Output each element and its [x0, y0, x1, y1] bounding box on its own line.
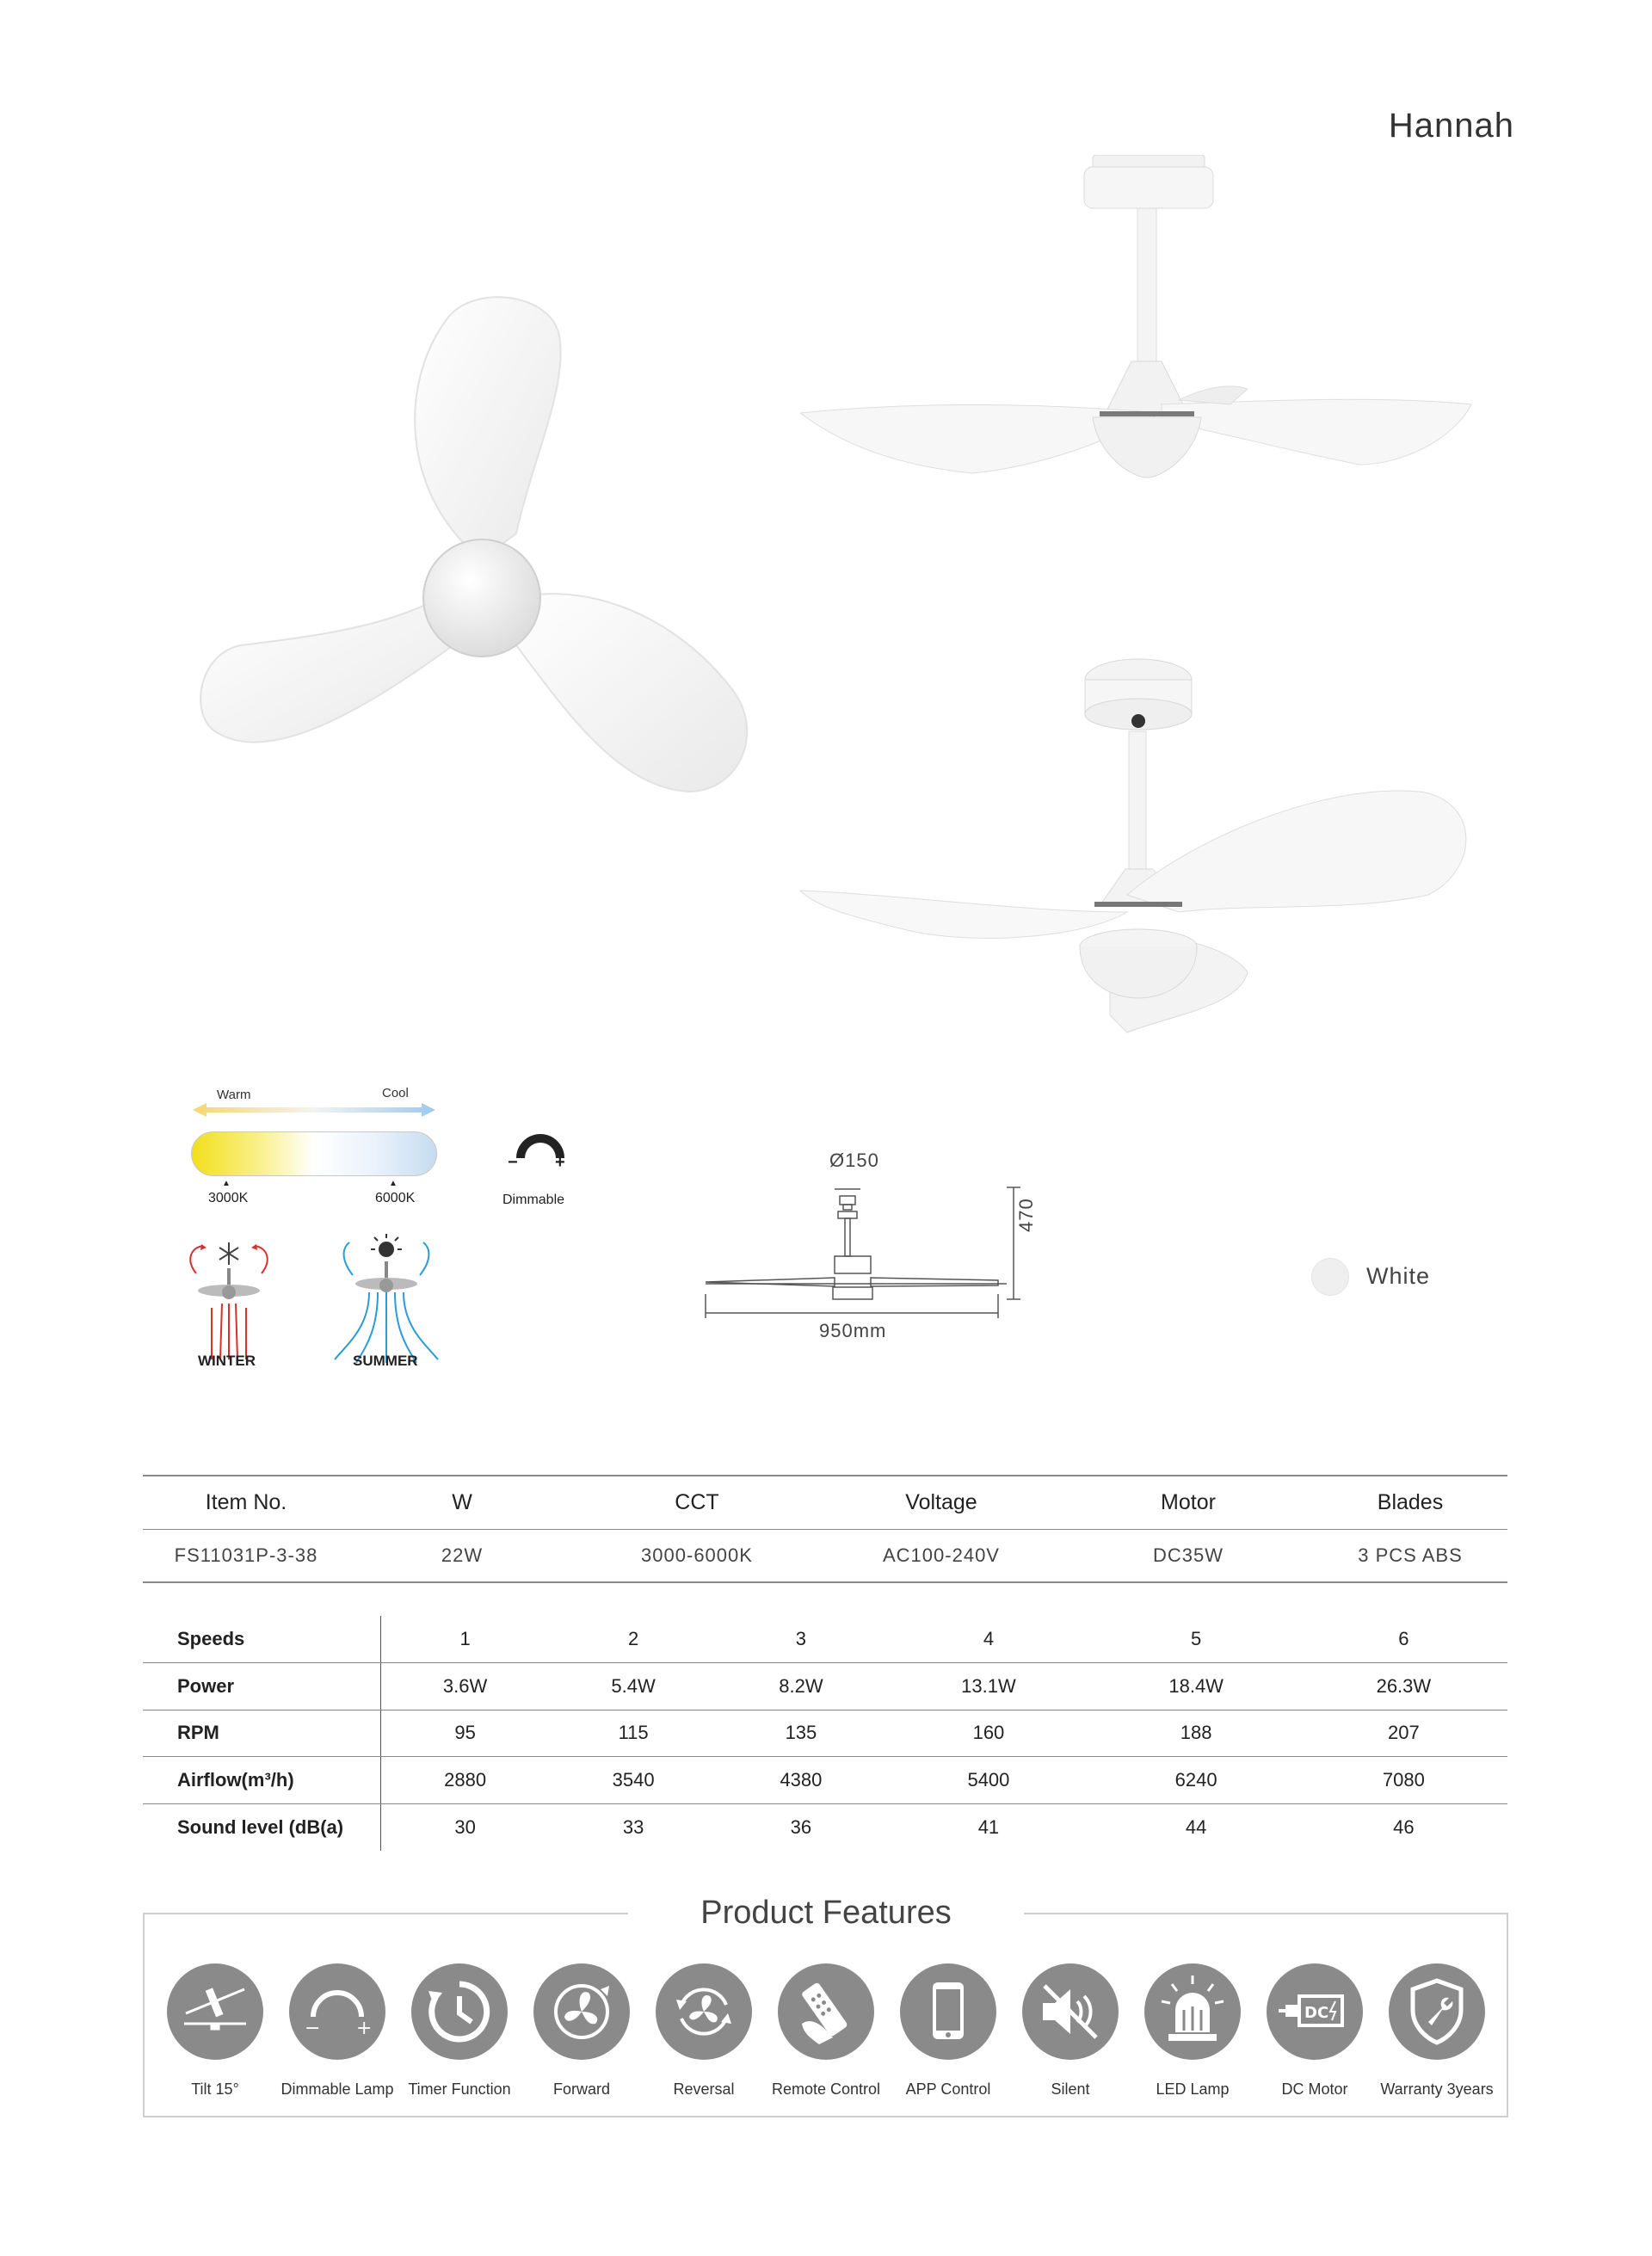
feature-label: Silent — [1051, 2080, 1090, 2098]
watt-value: 22W — [349, 1529, 575, 1582]
svg-text:−: − — [305, 2018, 321, 2039]
feature-label: APP Control — [905, 2080, 991, 2098]
sound-level-row — [143, 1803, 1507, 1851]
feature-tilt — [155, 1963, 275, 2099]
motor-value: DC35W — [1063, 1529, 1313, 1582]
fan-height: 470 — [1015, 1198, 1037, 1232]
finish-label: White — [1366, 1263, 1431, 1289]
table-cell: 44 — [1185, 1815, 1207, 1838]
warm-cool-arrow — [191, 1100, 437, 1120]
row-label: Sound level (dB(a) — [143, 1803, 380, 1851]
table-cell: 18.4W — [1093, 1663, 1300, 1710]
features-title: Product Features — [700, 1895, 952, 1931]
product-name: Hannah — [1388, 107, 1514, 145]
reversal-icon — [656, 1963, 752, 2060]
row-label: Airflow(m³/h) — [143, 1757, 380, 1804]
feature-label: Dimmable Lamp — [280, 2080, 394, 2098]
timer-icon — [411, 1963, 508, 2060]
speed-table — [143, 1616, 1507, 1851]
summer-airflow-icon — [330, 1232, 442, 1368]
winter-label: WINTER — [198, 1353, 256, 1369]
cool-label: Cool — [382, 1086, 409, 1100]
table-cell: 36 — [790, 1815, 812, 1838]
table-cell: 5400 — [885, 1757, 1092, 1804]
warm-label: Warm — [217, 1088, 251, 1102]
feature-dimmable-lamp — [277, 1963, 398, 2099]
header-watt: W — [349, 1476, 575, 1529]
row-label: Power — [143, 1663, 380, 1710]
table-cell: 26.3W — [1300, 1663, 1507, 1710]
power-row — [143, 1663, 1507, 1710]
table-cell: 115 — [550, 1710, 718, 1757]
rpm-row — [143, 1710, 1507, 1757]
feature-silent — [1010, 1963, 1131, 2099]
feature-label: Timer Function — [408, 2080, 511, 2098]
speeds-row — [143, 1616, 1507, 1663]
dim-plus: + — [555, 1153, 565, 1172]
feature-label: Reversal — [673, 2080, 735, 2098]
min-cct-label: 3000K — [208, 1191, 249, 1205]
header-item-no: Item No. — [143, 1476, 349, 1529]
feature-warranty — [1377, 1963, 1497, 2099]
row-label: RPM — [143, 1710, 380, 1757]
dc-badge: DC — [1304, 2004, 1329, 2022]
table-cell: 3 — [718, 1616, 885, 1663]
feature-app-control — [888, 1963, 1008, 2099]
table-cell: 46 — [1393, 1815, 1415, 1838]
feature-label: DC Motor — [1281, 2080, 1348, 2098]
header-voltage: Voltage — [819, 1476, 1063, 1529]
table-cell: 207 — [1300, 1710, 1507, 1757]
table-cell: 8.2W — [718, 1663, 885, 1710]
table-cell: 1 — [380, 1616, 550, 1663]
winter-airflow-icon — [177, 1239, 280, 1368]
spec-header-row — [143, 1476, 1507, 1529]
dimmable-label: Dimmable — [502, 1193, 565, 1207]
table-cell: 41 — [977, 1815, 1000, 1838]
summer-label: SUMMER — [353, 1353, 418, 1369]
min-marker: ▲ — [222, 1179, 231, 1188]
table-cell: 2 — [550, 1616, 718, 1663]
feature-label: Tilt 15° — [191, 2080, 239, 2098]
table-cell: 5 — [1093, 1616, 1300, 1663]
table-cell: 33 — [622, 1815, 644, 1838]
table-cell: 188 — [1093, 1710, 1300, 1757]
table-cell: 3.6W — [380, 1663, 550, 1710]
led-lamp-icon — [1144, 1963, 1241, 2060]
header-blades: Blades — [1313, 1476, 1507, 1529]
row-label: Speeds — [143, 1616, 380, 1663]
blades-value: 3 PCS ABS — [1313, 1529, 1507, 1582]
feature-remote-control — [766, 1963, 886, 2099]
dim-minus: − — [508, 1153, 518, 1172]
feature-label: Remote Control — [771, 2080, 881, 2098]
dimmable-icon — [289, 1963, 385, 2060]
table-cell: 4380 — [718, 1757, 885, 1804]
cct-gradient-bar — [191, 1131, 437, 1176]
feature-led-lamp — [1132, 1963, 1253, 2099]
fan-width: 950mm — [819, 1320, 887, 1341]
header-cct: CCT — [575, 1476, 819, 1529]
feature-dc-motor — [1254, 1963, 1375, 2099]
tilt-icon — [167, 1963, 263, 2060]
max-cct-label: 6000K — [375, 1191, 416, 1205]
feature-label: Forward — [552, 2080, 610, 2098]
spec-data-row — [143, 1529, 1507, 1582]
canopy-diameter: Ø150 — [829, 1150, 879, 1171]
feature-forward — [521, 1963, 642, 2099]
header-motor: Motor — [1063, 1476, 1313, 1529]
white-finish-swatch[interactable] — [1311, 1258, 1349, 1296]
table-cell: 30 — [454, 1815, 476, 1838]
fan-angled-view-image — [800, 654, 1489, 1058]
phone-icon — [900, 1963, 996, 2060]
max-marker: ▲ — [389, 1179, 398, 1188]
feature-timer — [399, 1963, 520, 2099]
table-cell: 7080 — [1300, 1757, 1507, 1804]
feature-label: LED Lamp — [1156, 2080, 1230, 2098]
table-cell: 4 — [885, 1616, 1092, 1663]
remote-icon — [778, 1963, 874, 2060]
voltage-value: AC100-240V — [819, 1529, 1063, 1582]
table-cell: 6 — [1300, 1616, 1507, 1663]
airflow-row — [143, 1757, 1507, 1804]
forward-icon — [533, 1963, 630, 2060]
svg-text:+: + — [356, 2018, 373, 2039]
table-cell: 5.4W — [550, 1663, 718, 1710]
feature-label: Warranty 3years — [1380, 2080, 1494, 2098]
warranty-icon — [1389, 1963, 1485, 2060]
table-cell: 95 — [380, 1710, 550, 1757]
table-cell: 160 — [885, 1710, 1092, 1757]
item-no-value: FS11031P-3-38 — [143, 1529, 349, 1582]
dc-motor-icon — [1267, 1963, 1363, 2060]
spec-table — [143, 1475, 1507, 1583]
fan-side-view-image — [800, 155, 1489, 516]
cct-value: 3000-6000K — [575, 1529, 819, 1582]
fan-top-view-image — [189, 284, 774, 817]
dimension-drawing — [697, 1170, 1058, 1334]
table-cell: 135 — [718, 1710, 885, 1757]
silent-icon — [1022, 1963, 1119, 2060]
table-cell: 3540 — [550, 1757, 718, 1804]
feature-reversal — [644, 1963, 764, 2099]
table-cell: 13.1W — [885, 1663, 1092, 1710]
table-cell: 6240 — [1093, 1757, 1300, 1804]
table-cell: 2880 — [380, 1757, 550, 1804]
